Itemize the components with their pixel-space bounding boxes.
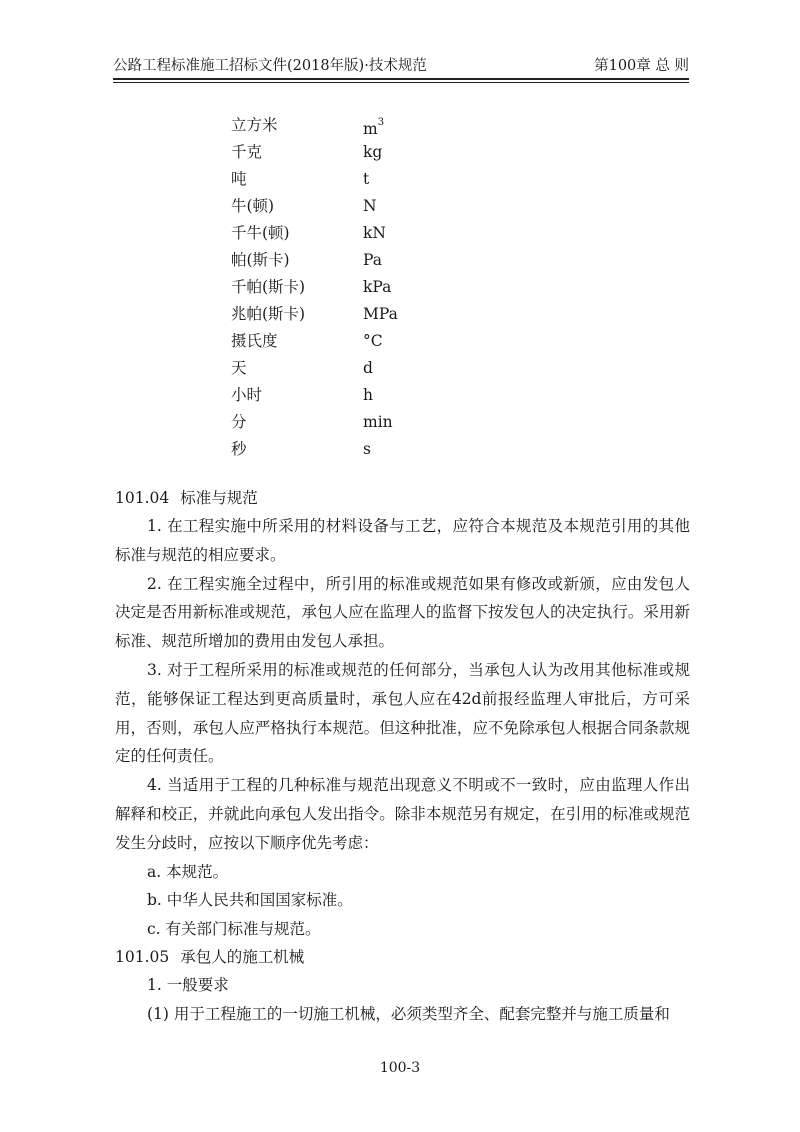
unit-symbol: kN [363,224,386,242]
paragraph: 1. 在工程实施中所采用的材料设备与工艺，应符合本规范及本规范引用的其他标准与规范的相应要求。 [115,517,690,564]
unit-symbol: N [363,197,377,215]
paragraph: 2. 在工程实施全过程中，所引用的标准或规范如果有修改或新颁，应由发包人决定是否用新标准或规范，承包人应在监理人的监督下按发包人的决定执行。采用新标准、规范所增加的费用由发包人承担。 [115,574,690,651]
unit-symbol: s [363,440,371,458]
unit-name: 兆帕(斯卡) [231,305,306,323]
unit-symbol: t [363,170,370,188]
section-101-05 [115,943,690,1029]
unit-table [231,112,431,463]
unit-name: 秒 [231,440,247,458]
unit-name: 天 [231,359,247,377]
unit-symbol: min [363,413,393,431]
unit-name: 小时 [231,386,263,404]
list-item: b. 中华人民共和国国家标准。 [147,891,353,910]
paragraph: (1) 用于工程施工的一切施工机械，必须类型齐全、配套完整并与施工质量和 [147,1004,670,1023]
section-heading [115,484,690,512]
header-chapter-title: 第100章 总 则 [594,58,689,74]
unit-row [231,193,431,220]
unit-name: 吨 [231,170,247,188]
unit-name: 千帕(斯卡) [231,278,306,296]
unit-name: 分 [231,413,247,431]
unit-symbol: h [363,386,373,404]
unit-symbol: °C [363,332,383,350]
unit-row [231,328,431,355]
unit-row [231,355,431,382]
unit-symbol: Pa [363,251,382,269]
section-number: 101.05 [115,948,170,966]
unit-row [231,274,431,301]
paragraph: 4. 当适用于工程的几种标准与规范出现意义不明或不一致时，应由监理人作出解释和校正，并就此向承包人发出指令。除非本规范另有规定，在引用的标准或规范发生分歧时，应按以下顺序优先考虑： [115,776,690,852]
list-item: a. 本规范。 [147,862,229,881]
unit-symbol: kPa [363,278,392,296]
unit-row [231,112,431,139]
unit-row [231,247,431,274]
unit-symbol: kg [363,143,383,161]
page-number: 100-3 [379,1060,421,1076]
unit-name: 牛(顿) [231,197,275,215]
list-item: c. 有关部门标准与规范。 [147,920,321,939]
unit-name: 摄氏度 [231,332,278,350]
subsection-heading: 1. 一般要求 [147,976,229,994]
unit-row [231,139,431,166]
paragraph: 3. 对于工程所采用的标准或规范的任何部分，当承包人认为改用其他标准或规范，能够保证工程达到更高质量时，承包人应在42d前报经监理人审批后，方可采用，否则，承包人应严格执行本规范。但这种批准，应不免除承包人根据合同条款规定的任何责任。 [115,660,690,766]
section-title: 标准与规范 [180,489,258,507]
unit-name: 千牛(顿) [231,224,290,242]
section-number: 101.04 [115,489,170,507]
unit-symbol: $m^3$ [363,117,385,139]
header-rule-thin [113,82,689,83]
unit-symbol: d [363,359,373,377]
page-header [113,56,689,80]
unit-row [231,301,431,328]
unit-name: 立方米 [231,116,278,134]
section-title: 承包人的施工机械 [180,948,305,966]
unit-superscript: 3 [377,117,385,128]
header-document-title: 公路工程标准施工招标文件(2018年版)·技术规范 [113,58,427,74]
unit-name: 千克 [231,143,263,161]
unit-row [231,382,431,409]
unit-row [231,436,431,463]
unit-row [231,166,431,193]
unit-row [231,220,431,247]
unit-row [231,409,431,436]
unit-name: 帕(斯卡) [231,251,290,269]
section-heading [115,943,690,971]
section-101-04 [115,484,690,944]
header-rule-thick [113,78,689,80]
unit-symbol: MPa [363,305,398,323]
